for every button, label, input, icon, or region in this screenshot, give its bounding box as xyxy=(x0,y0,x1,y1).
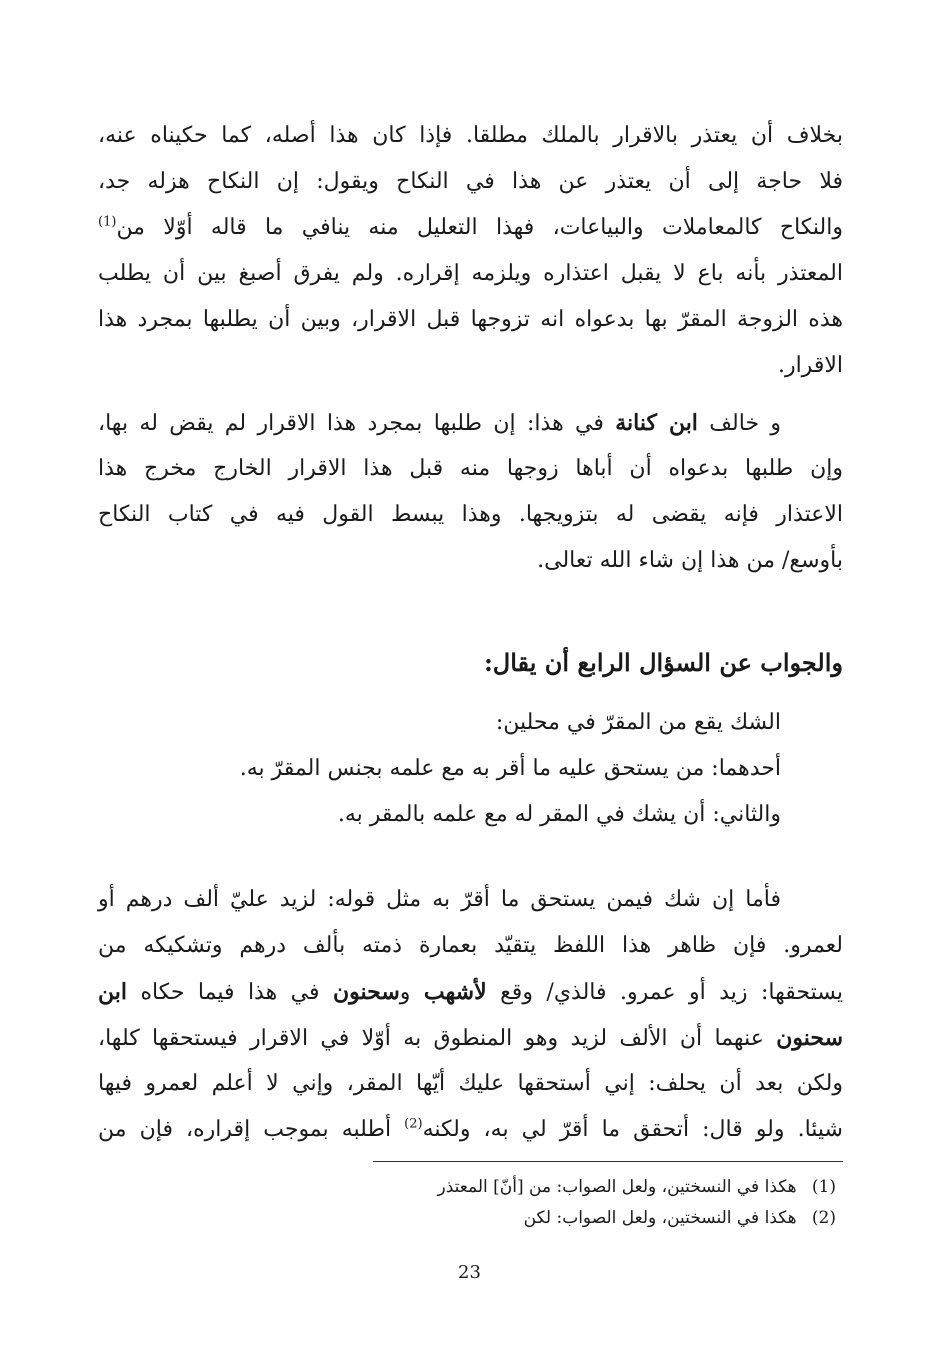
scholar-name: ابن xyxy=(98,979,127,1005)
text-line: الشك يقع من المقرّ في محلين: xyxy=(495,710,781,735)
footnote xyxy=(236,1203,836,1234)
text-line: لعمرو. فإن ظاهر هذا اللفظ يتقيّد بعمارة ذمته بألف درهم وتشكيكه من xyxy=(98,933,843,958)
scholar-name: ابن كنانة xyxy=(615,410,698,436)
section-heading: والجواب عن السؤال الرابع أن يقال: xyxy=(483,648,843,677)
paragraph-3 xyxy=(98,877,843,1153)
text-line: أحدهما: من يستحق عليه ما أقر به مع علمه بجنس المقرّ به. xyxy=(239,756,781,781)
footnote-number: (2) xyxy=(811,1208,836,1228)
footnote-ref: (2) xyxy=(404,1116,423,1132)
scholar-name: لأشهب xyxy=(423,979,487,1005)
text-line xyxy=(98,1107,843,1153)
text-line: هذه الزوجة المقرّ بها بدعواه انه تزوجها قبل الاقرار، وبين أن يطلبها بمجرد هذا xyxy=(98,307,843,332)
footnote xyxy=(236,1172,836,1203)
cases-list xyxy=(98,700,843,838)
text-line: فأما إن شك فيمن يستحق ما أقرّ به مثل قوله: لزيد عليّ ألف درهم أو xyxy=(98,887,781,912)
text-line: الاعتذار فإنه يقضى له بتزويجها. وهذا يبسط القول فيه في كتاب النكاح xyxy=(98,502,843,527)
text-line: وإن طلبها بدعواه أن أباها زوجها منه قبل هذا الاقرار الخارج مخرج هذا xyxy=(98,456,843,481)
text-line: بخلاف أن يعتذر بالاقرار بالملك مطلقا. فإذا كان هذا أصله، كما حكيناه عنه، xyxy=(98,123,843,148)
text-line xyxy=(98,205,843,251)
text-line: ولكن بعد أن يحلف: إني أستحقها عليك أيّها المقر، وإني لا أعلم لعمرو فيها xyxy=(98,1071,843,1096)
line-text: عنهما أن الألف لزيد وهو المنطوق به أوّلا في الاقرار فيستحقها كلها، xyxy=(98,1026,777,1051)
scholar-name: سحنون xyxy=(776,1025,843,1051)
line-text: والنكاح كالمعاملات والبياعات، فهذا التعليل منه ينافي ما قاله أوّلا من xyxy=(116,215,843,240)
footnote-text: هكذا في النسختين، ولعل الصواب: من [أنّ] المعتذر xyxy=(437,1177,797,1197)
text-line xyxy=(98,1015,843,1061)
text-line xyxy=(98,969,843,1015)
footnote-text: هكذا في النسختين، ولعل الصواب: لكن xyxy=(523,1208,797,1228)
line-text: يستحقها: زيد أو عمرو. فالذي/ وقع xyxy=(486,980,843,1005)
line-text: و xyxy=(399,980,424,1005)
footnotes xyxy=(236,1172,836,1234)
line-text: و خالف xyxy=(697,411,782,436)
line-text: في هذا: إن طلبها بمجرد هذا الاقرار لم يقض له بها، xyxy=(98,411,616,436)
text-line: الاقرار. xyxy=(777,353,843,378)
text-line: بأوسع/ من هذا إن شاء الله تعالى. xyxy=(537,548,843,573)
paragraph-1 xyxy=(98,113,843,389)
text-line: والثاني: أن يشك في المقر له مع علمه بالمقر به. xyxy=(337,802,781,827)
line-text: أطلبه بموجب إقراره، فإن من xyxy=(98,1117,405,1142)
line-text: في هذا فيما حكاه xyxy=(126,980,333,1005)
footnote-number: (1) xyxy=(811,1177,836,1197)
footnote-ref: (1) xyxy=(98,214,117,230)
page-number: 23 xyxy=(458,1262,481,1283)
scholar-name: سحنون xyxy=(333,979,400,1005)
footnote-separator xyxy=(373,1161,843,1162)
text-line: فلا حاجة إلى أن يعتذر عن هذا في النكاح ويقول: إن النكاح هزله جد، xyxy=(98,169,843,194)
text-line xyxy=(98,400,843,446)
line-text: شيئا. ولو قال: أتحقق ما أقرّ لي به، ولكنه xyxy=(422,1117,843,1142)
paragraph-2 xyxy=(98,400,843,584)
text-line: المعتذر بأنه باع لا يقبل اعتذاره ويلزمه إقراره. ولم يفرق أصبغ بين أن يطلب xyxy=(98,261,843,286)
